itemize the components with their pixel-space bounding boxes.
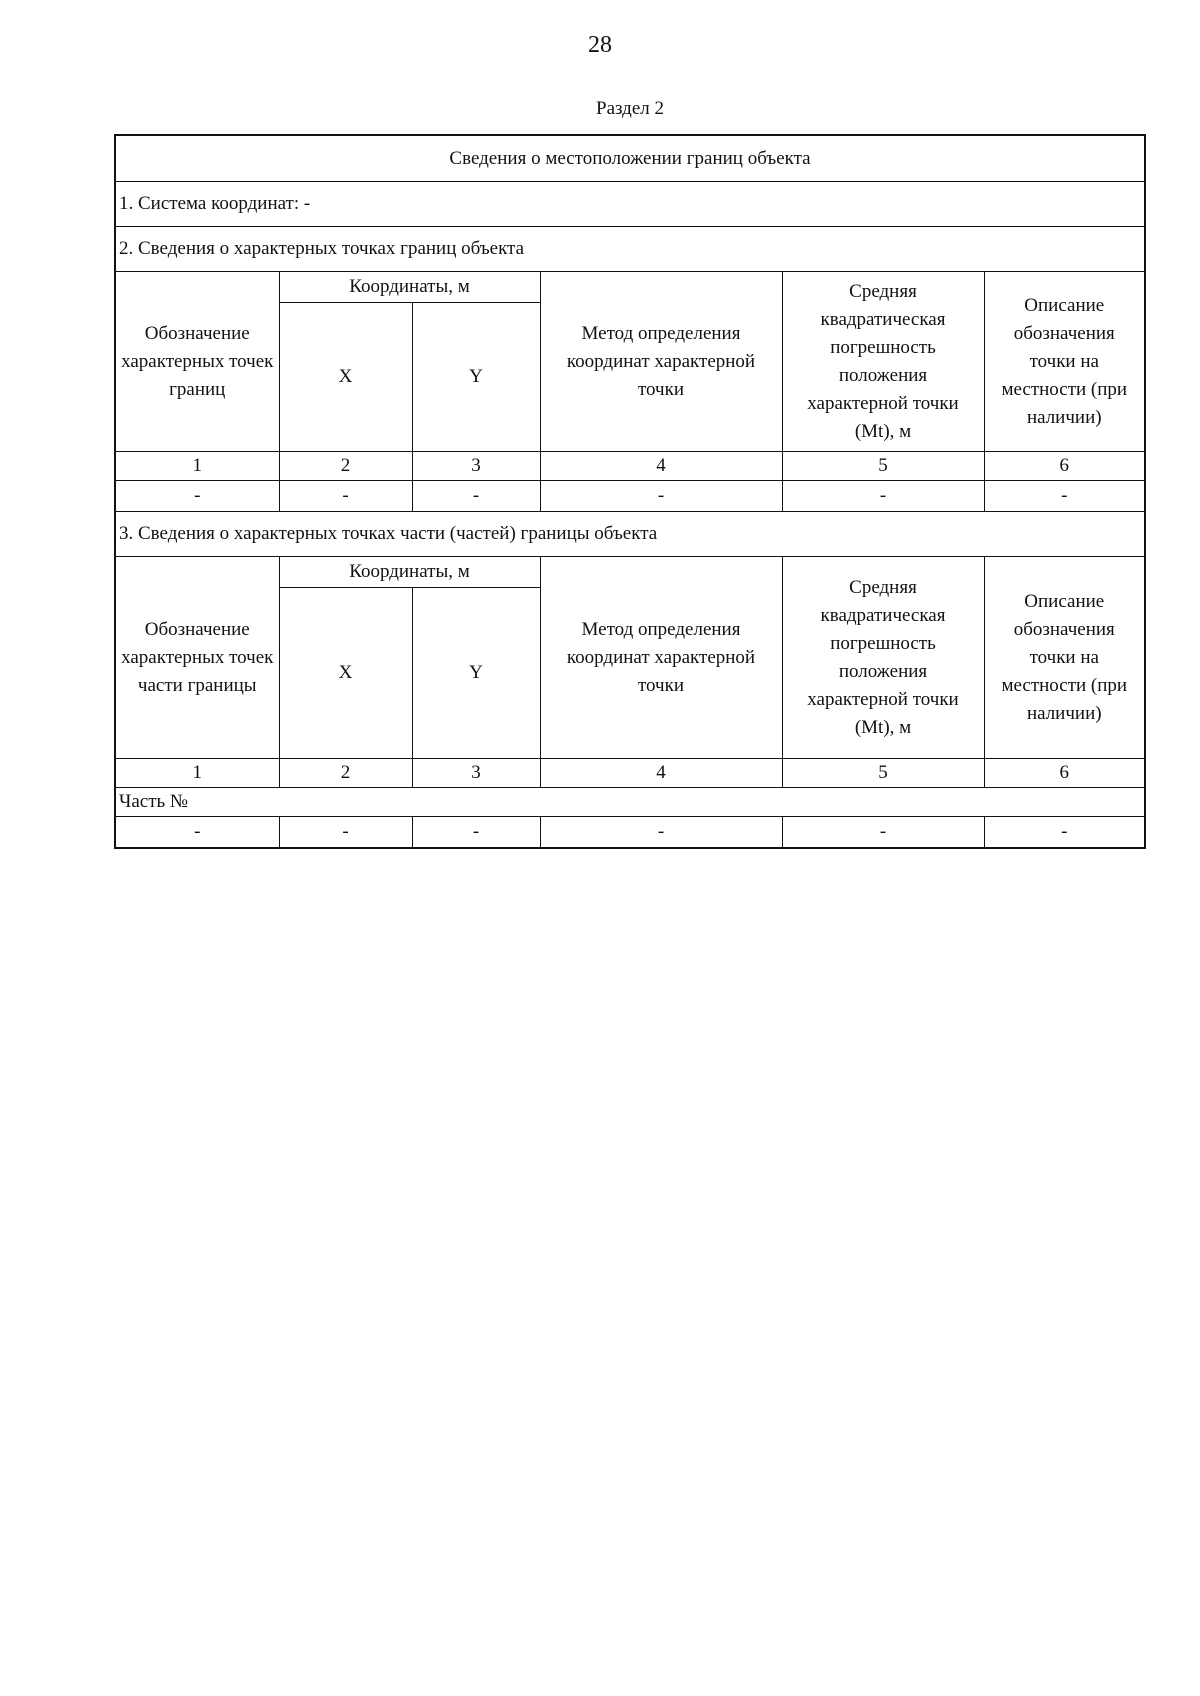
table-cell: - xyxy=(540,817,782,849)
part-label: Часть № xyxy=(115,788,1145,817)
table-cell: - xyxy=(984,481,1145,512)
column-number: 4 xyxy=(540,759,782,788)
block2-col-y: Y xyxy=(412,303,540,452)
table-cell: - xyxy=(984,817,1145,849)
block3-data-row xyxy=(115,817,1145,849)
column-number: 5 xyxy=(782,759,984,788)
column-number: 5 xyxy=(782,452,984,481)
block3-col-y: Y xyxy=(412,588,540,759)
block3-heading-row xyxy=(115,512,1145,557)
block2-col-designation: Обозначение характерных точек границ xyxy=(115,272,279,452)
table-title: Сведения о местоположении границ объекта xyxy=(115,135,1145,182)
column-number: 3 xyxy=(412,759,540,788)
block3-col-x: X xyxy=(279,588,412,759)
block3-heading: 3. Сведения о характерных точках части (частей) границы объекта xyxy=(115,512,1145,557)
table-cell: - xyxy=(412,817,540,849)
column-number: 6 xyxy=(984,759,1145,788)
column-number: 2 xyxy=(279,452,412,481)
block3-col-designation: Обозначение характерных точек части границы xyxy=(115,557,279,759)
block3-header-row xyxy=(115,557,1145,588)
block3-col-description: Описание обозначения точки на местности (при наличии) xyxy=(984,557,1145,759)
block2-heading-row xyxy=(115,227,1145,272)
block3-part-row xyxy=(115,788,1145,817)
block3-col-coords: Координаты, м xyxy=(279,557,540,588)
coord-system: 1. Система координат: - xyxy=(115,182,1145,227)
table-cell: - xyxy=(782,817,984,849)
block2-number-row xyxy=(115,452,1145,481)
column-number: 6 xyxy=(984,452,1145,481)
block2-col-description: Описание обозначения точки на местности (при наличии) xyxy=(984,272,1145,452)
column-number: 1 xyxy=(115,452,279,481)
block2-col-coords: Координаты, м xyxy=(279,272,540,303)
column-number: 2 xyxy=(279,759,412,788)
block2-col-error: Средняя квадратическая погрешность положения характерной точки (Mt), м xyxy=(782,272,984,452)
block2-heading: 2. Сведения о характерных точках границ объекта xyxy=(115,227,1145,272)
table-cell: - xyxy=(540,481,782,512)
block2-header-row xyxy=(115,272,1145,303)
column-number: 4 xyxy=(540,452,782,481)
table-cell: - xyxy=(412,481,540,512)
table-cell: - xyxy=(279,481,412,512)
block2-col-method: Метод определения координат характерной точки xyxy=(540,272,782,452)
block3-col-method: Метод определения координат характерной точки xyxy=(540,557,782,759)
boundary-table xyxy=(114,134,1146,849)
table-cell: - xyxy=(115,481,279,512)
column-number: 1 xyxy=(115,759,279,788)
block3-number-row xyxy=(115,759,1145,788)
table-title-row xyxy=(115,135,1145,182)
table-cell: - xyxy=(115,817,279,849)
column-number: 3 xyxy=(412,452,540,481)
table-cell: - xyxy=(279,817,412,849)
block2-data-row xyxy=(115,481,1145,512)
block3-col-error: Средняя квадратическая погрешность положения характерной точки (Mt), м xyxy=(782,557,984,759)
section-title: Раздел 2 xyxy=(596,98,664,119)
table-cell: - xyxy=(782,481,984,512)
coord-system-row xyxy=(115,182,1145,227)
block2-col-x: X xyxy=(279,303,412,452)
page-number: 28 xyxy=(588,32,612,58)
